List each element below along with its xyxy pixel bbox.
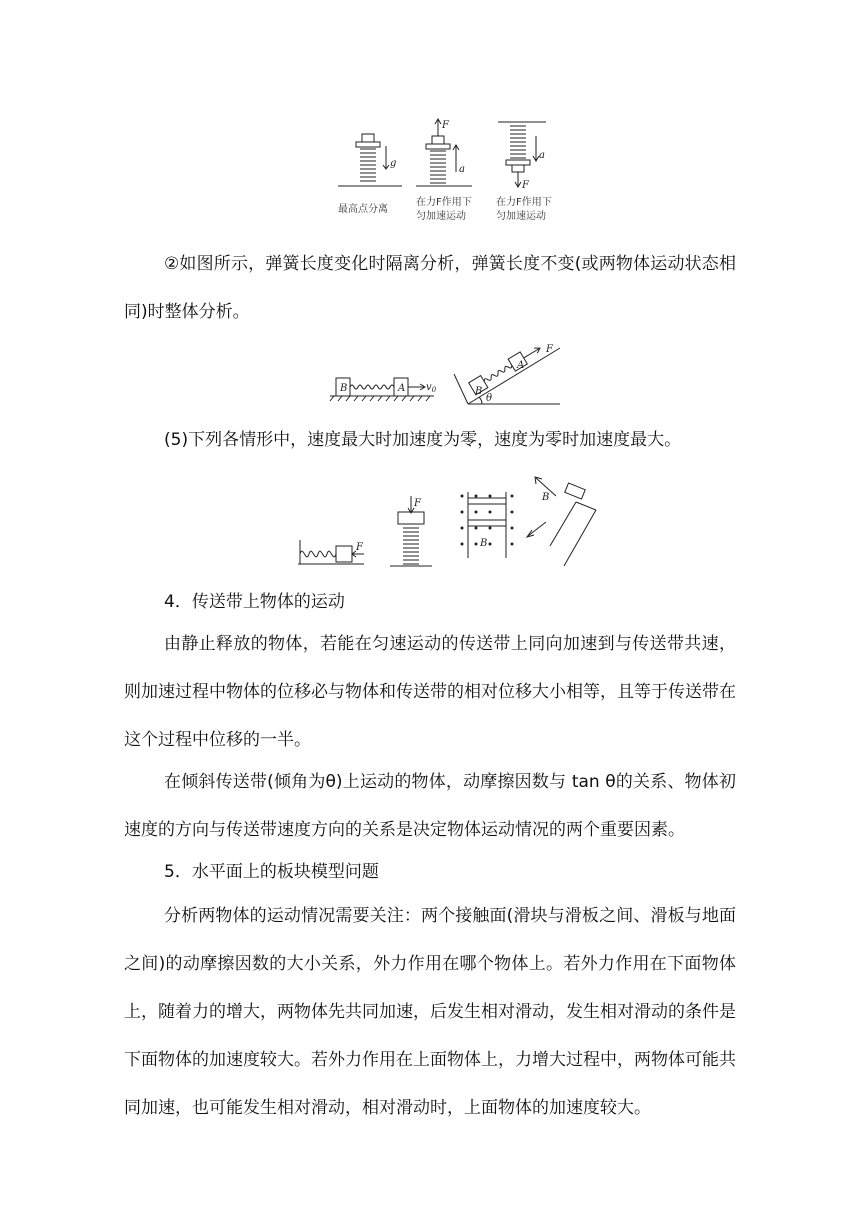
diagram-horizontal-spring: [298, 540, 364, 564]
figure-spring-separation: [330, 116, 570, 228]
label-a-up: a: [459, 164, 465, 175]
paragraph-section-4-2: 在倾斜传送带(倾角为θ)上运动的物体，动摩擦因数与 tan θ的关系、物体初速度的方向与传送带速度方向的关系是决定物体运动情况的两个重要因素。: [124, 772, 736, 840]
label-F-vertical: F: [414, 498, 421, 509]
label-g: g: [390, 158, 397, 169]
label-B-rails: B: [480, 538, 488, 549]
label-F-up: F: [442, 120, 449, 131]
label-F-down: F: [522, 180, 529, 191]
label-v0: $v_0$: [426, 382, 437, 394]
label-A-floor: A: [398, 383, 406, 394]
label-a-down: a: [539, 150, 545, 161]
diagram-vertical-spring: [390, 496, 432, 566]
paragraph-cases: (5)下列各情形中，速度最大时加速度为零，速度为零时加速度最大。: [164, 430, 682, 450]
caption-highest-point: 最高点分离: [338, 204, 388, 215]
caption-force-down-line1: 在力F作用下: [496, 197, 552, 208]
diagram-incline-blocks: [454, 342, 560, 404]
paragraph-spring-analysis: ②如图所示，弹簧长度变化时隔离分析，弹簧长度不变(或两物体运动状态相同)时整体分析。: [124, 254, 736, 322]
label-F-horizontal: F: [356, 542, 363, 553]
diagram-inclined-rails: [527, 477, 596, 566]
label-B-floor: B: [340, 383, 348, 394]
paragraph-section-4-1: 由静止释放的物体，若能在匀速运动的传送带上同向加速到与传送带共速，则加速过程中物体的位移必与物体和传送带的相对位移大小相等，且等于传送带在这个过程中位移的一半。: [124, 634, 736, 750]
heading-section-5: 5．水平面上的板块模型问题: [164, 862, 379, 882]
label-A-incline: A: [517, 360, 525, 371]
heading-section-4: 4．传送带上物体的运动: [164, 592, 345, 612]
caption-force-up-line2: 匀加速运动: [416, 211, 466, 222]
figure-four-cases: [296, 474, 610, 574]
caption-force-up-line1: 在力F作用下: [416, 197, 472, 208]
label-theta: θ: [486, 393, 493, 404]
label-B-incline: B: [475, 386, 483, 397]
label-F-incline: F: [546, 344, 553, 355]
figure-spring-blocks: [330, 340, 562, 408]
paragraph-section-5-1: 分析两物体的运动情况需要关注：两个接触面(滑块与滑板之间、滑板与地面之间)的动摩擦因数的大小关系，外力作用在哪个物体上。若外力作用在下面物体上，随着力的增大，两物体先共同加速，后发生相对滑动，发生相对滑动的条件是下面物体的加速度较大。若外力作用在上面物体上，力增大过程中，两物体可能共同加速，也可能发生相对滑动，相对滑动时，上面物体的加速度较大。: [124, 906, 736, 1118]
label-B-incline-rails: B: [542, 492, 550, 503]
caption-force-down-line2: 匀加速运动: [496, 211, 546, 222]
